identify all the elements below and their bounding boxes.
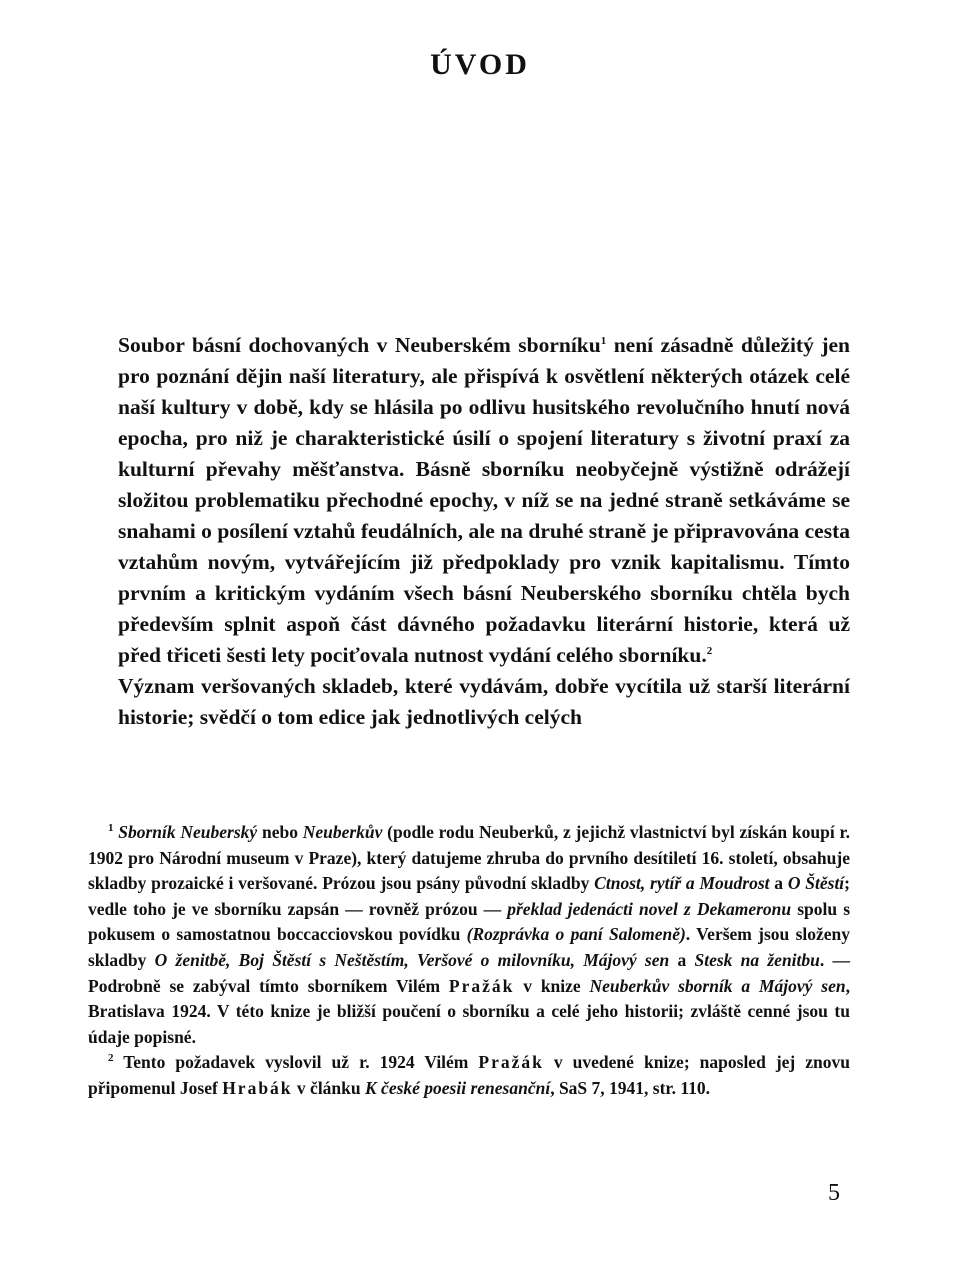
- paragraph-1-text-b: není zásadně důležitý jen pro poznání dějin naší literatury, ale přispívá k osvětlení některých otázek celé naší kultury v době, kdy se hlásila po odlivu husitského revolučního hnutí nová epocha, pro niž je charakteristické úsilí o spojení literatury s životní praxí za kulturní převahy měšťanstva. Básně sborníku neobyčejně výstižně odrážejí složitou problematiku přechodné epochy, v níž se na jedné straně setkáváme se snahami o posílení vztahů feudálních, ale na druhé straně je připravována cesta vztahům novým, vytvářejícím již předpoklady pro vznik kapitalismu. Tímto prvním a kritickým vydáním všech básní Neuberského sborníku chtěla bych především splnit aspoň část dávného požadavku literární historie, která už před třiceti šesti lety pociťovala nutnost vydání celého sborníku.: [118, 333, 850, 667]
- footnote-1-title-2: Neuberkův: [302, 822, 383, 842]
- paragraph-1: [118, 330, 850, 671]
- footnote-2-title: K české poesii renesanční: [365, 1077, 551, 1098]
- footnote-1-text: . — Podrobně se zabýval tímto sborníkem Vilém: [88, 949, 851, 996]
- footnote-1-text: nebo: [257, 822, 303, 842]
- footnote-2-author-2: Hrabák: [222, 1077, 293, 1098]
- footnote-1-text: v knize: [514, 975, 590, 996]
- main-text: [118, 330, 850, 733]
- footnote-1-text: . Veršem jsou složeny skladby: [88, 924, 851, 970]
- footnote-ref-2: 2: [706, 644, 713, 657]
- footnote-2-text: Tento požadavek vyslovil už r. 1924 Vilém: [113, 1052, 479, 1073]
- page-title: ÚVOD: [430, 48, 530, 81]
- footnote-1-text: , Bratislava 1924. V této knize je bližší poučení o sborníku a celé jeho historii; zvláště cenné jsou tu údaje popisné.: [88, 975, 850, 1047]
- footnote-1-title-9: Neuberkův sborník a Májový sen: [589, 975, 846, 996]
- footnote-1-title-3: Ctnost, rytíř a Moudrost: [594, 873, 770, 894]
- footnote-1-title-8: Stesk na ženitbu: [694, 949, 820, 970]
- page-number: 5: [828, 1180, 840, 1206]
- footnote-ref-1: 1: [600, 334, 607, 347]
- footnote-2-author-1: Pražák: [478, 1052, 544, 1073]
- footnotes: [88, 820, 850, 1102]
- footnote-1-title-6: (Rozprávka o paní Salomeně): [466, 924, 686, 945]
- footnote-1: [88, 820, 850, 1050]
- footnote-1-text: a: [769, 873, 788, 894]
- footnote-1-author: Pražák: [448, 975, 515, 996]
- footnote-2-mark: 2: [108, 1052, 114, 1065]
- footnote-1-text: ; vedle toho je ve sborníku zapsán — rovněž prózou —: [88, 873, 850, 919]
- footnote-1-title-5: překlad jedenácti novel z Dekameronu: [507, 898, 792, 919]
- footnote-1-mark: 1: [108, 822, 114, 835]
- footnote-1-text: (podle rodu Neuberků, z jejichž vlastnictví byl získán koupí r. 1902 pro Národní museum v Praze), který datujeme zhruba do prvního desítiletí 16. století, obsahuje skladby prozaické i veršované. Prózou jsou psány původní skladby: [88, 822, 851, 894]
- footnote-2-text: v uvedené knize; naposled jej znovu připomenul Josef: [88, 1052, 851, 1098]
- footnote-2: [88, 1050, 850, 1101]
- footnote-2-text: , SaS 7, 1941, str. 110.: [550, 1077, 711, 1098]
- footnote-2-text: v článku: [292, 1077, 365, 1098]
- footnote-1-title-1: Sborník Neuberský: [118, 822, 258, 842]
- footnote-1-title-4: O Štěstí: [787, 873, 845, 894]
- paragraph-2: Význam veršovaných skladeb, které vydávám, dobře vycítila už starší literární historie; svědčí o tom edice jak jednotlivých celých: [118, 674, 850, 729]
- footnote-1-title-7: O ženitbě, Boj Štěstí s Neštěstím, Veršové o milovníku, Májový sen: [154, 949, 670, 970]
- footnote-1-text: a: [669, 949, 695, 970]
- paragraph-1-text-a: Soubor básní dochovaných v Neuberském sborníku: [118, 333, 601, 357]
- footnote-1-text: spolu s pokusem o samostatnou boccacciovskou povídku: [88, 898, 851, 945]
